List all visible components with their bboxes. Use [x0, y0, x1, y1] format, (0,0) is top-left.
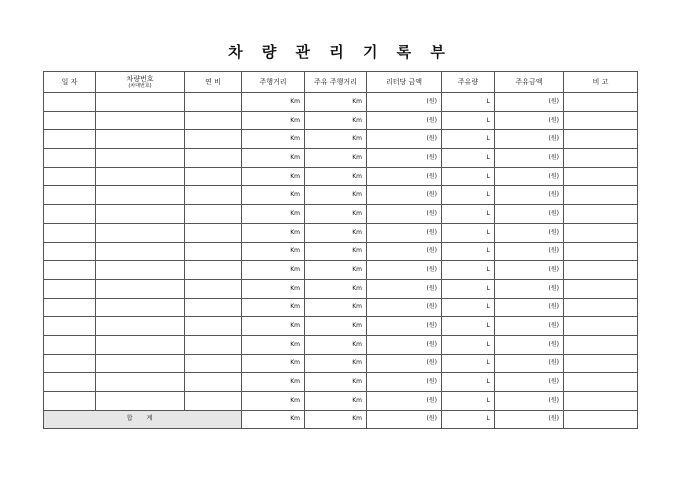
date-cell[interactable] — [44, 392, 96, 411]
vehicle-cell[interactable] — [96, 149, 185, 168]
refuel-distance-unit: Km — [305, 93, 367, 112]
fuel-amount-unit: L — [442, 392, 495, 411]
refuel-distance-unit: Km — [305, 130, 367, 149]
total-row — [44, 410, 638, 428]
header-row — [44, 72, 638, 93]
table-row — [44, 149, 638, 168]
price-per-liter-unit: (원) — [367, 354, 442, 373]
notes-cell[interactable] — [564, 317, 638, 336]
distance-unit: Km — [242, 317, 305, 336]
price-per-liter-unit: (원) — [367, 242, 442, 261]
fuel-amount-unit: L — [442, 373, 495, 392]
fuel-amount-unit: L — [442, 111, 495, 130]
notes-cell[interactable] — [564, 111, 638, 130]
fuel-cost-unit: (원) — [495, 130, 564, 149]
fuel-amount-unit: L — [442, 186, 495, 205]
fuel-efficiency-cell[interactable] — [185, 93, 242, 112]
distance-unit: Km — [242, 167, 305, 186]
fuel-efficiency-cell[interactable] — [185, 111, 242, 130]
notes-cell[interactable] — [564, 167, 638, 186]
notes-cell[interactable] — [564, 242, 638, 261]
vehicle-cell[interactable] — [96, 373, 185, 392]
fuel-efficiency-cell[interactable] — [185, 130, 242, 149]
table-row — [44, 111, 638, 130]
fuel-cost-unit: (원) — [495, 242, 564, 261]
fuel-efficiency-cell[interactable] — [185, 335, 242, 354]
fuel-efficiency-cell[interactable] — [185, 261, 242, 280]
date-cell[interactable] — [44, 354, 96, 373]
date-cell[interactable] — [44, 93, 96, 112]
fuel-cost-unit: (원) — [495, 93, 564, 112]
fuel-efficiency-cell[interactable] — [185, 149, 242, 168]
header-vehicle-label: 차량번호 — [126, 75, 154, 83]
fuel-amount-unit: L — [442, 298, 495, 317]
refuel-distance-unit: Km — [305, 373, 367, 392]
refuel-distance-unit: Km — [305, 242, 367, 261]
refuel-distance-unit: Km — [305, 317, 367, 336]
distance-unit: Km — [242, 354, 305, 373]
fuel-efficiency-cell[interactable] — [185, 298, 242, 317]
fuel-cost-unit: (원) — [495, 261, 564, 280]
notes-cell[interactable] — [564, 279, 638, 298]
distance-unit: Km — [242, 186, 305, 205]
fuel-efficiency-cell[interactable] — [185, 223, 242, 242]
vehicle-cell[interactable] — [96, 93, 185, 112]
refuel-distance-unit: Km — [305, 205, 367, 224]
table-row — [44, 261, 638, 280]
vehicle-cell[interactable] — [96, 186, 185, 205]
notes-cell[interactable] — [564, 373, 638, 392]
date-cell[interactable] — [44, 335, 96, 354]
notes-cell[interactable] — [564, 223, 638, 242]
date-cell[interactable] — [44, 111, 96, 130]
vehicle-cell[interactable] — [96, 335, 185, 354]
distance-unit: Km — [242, 205, 305, 224]
table-row — [44, 317, 638, 336]
document-title: 차 량 관 리 기 록 부 — [228, 43, 452, 61]
vehicle-cell[interactable] — [96, 392, 185, 411]
price-per-liter-unit: (원) — [367, 279, 442, 298]
refuel-distance-unit: Km — [305, 149, 367, 168]
refuel-distance-unit: Km — [305, 279, 367, 298]
table-row — [44, 298, 638, 317]
date-cell[interactable] — [44, 205, 96, 224]
header-fuel-efficiency: 연 비 — [185, 72, 242, 93]
distance-unit: Km — [242, 373, 305, 392]
table-row — [44, 186, 638, 205]
total-label: 합 계 — [44, 410, 242, 428]
fuel-efficiency-cell[interactable] — [185, 186, 242, 205]
vehicle-cell[interactable] — [96, 242, 185, 261]
date-cell[interactable] — [44, 373, 96, 392]
header-notes: 비 고 — [564, 72, 638, 93]
table-row — [44, 335, 638, 354]
refuel-distance-unit: Km — [305, 354, 367, 373]
fuel-efficiency-cell[interactable] — [185, 167, 242, 186]
fuel-cost-unit: (원) — [495, 373, 564, 392]
price-per-liter-unit: (원) — [367, 130, 442, 149]
refuel-distance-unit: Km — [305, 223, 367, 242]
date-cell[interactable] — [44, 167, 96, 186]
fuel-efficiency-cell[interactable] — [185, 392, 242, 411]
distance-unit: Km — [242, 242, 305, 261]
date-cell[interactable] — [44, 261, 96, 280]
refuel-distance-unit: Km — [305, 392, 367, 411]
fuel-amount-unit: L — [442, 149, 495, 168]
refuel-distance-unit: Km — [305, 298, 367, 317]
table-row — [44, 93, 638, 112]
notes-cell[interactable] — [564, 261, 638, 280]
date-cell[interactable] — [44, 149, 96, 168]
vehicle-log-table — [43, 71, 638, 429]
price-per-liter-unit: (원) — [367, 373, 442, 392]
table-row — [44, 373, 638, 392]
fuel-cost-unit: (원) — [495, 392, 564, 411]
fuel-amount-unit: L — [442, 167, 495, 186]
fuel-amount-unit: L — [442, 223, 495, 242]
fuel-efficiency-cell[interactable] — [185, 279, 242, 298]
fuel-cost-unit: (원) — [495, 186, 564, 205]
price-per-liter-unit: (원) — [367, 186, 442, 205]
vehicle-cell[interactable] — [96, 205, 185, 224]
date-cell[interactable] — [44, 317, 96, 336]
fuel-efficiency-cell[interactable] — [185, 205, 242, 224]
header-price-per-liter: 리터당 금액 — [367, 72, 442, 93]
table-row — [44, 167, 638, 186]
date-cell[interactable] — [44, 223, 96, 242]
vehicle-cell[interactable] — [96, 167, 185, 186]
price-per-liter-unit: (원) — [367, 205, 442, 224]
notes-cell[interactable] — [564, 298, 638, 317]
distance-unit: Km — [242, 335, 305, 354]
vehicle-cell[interactable] — [96, 261, 185, 280]
fuel-cost-unit: (원) — [495, 279, 564, 298]
header-distance: 주행거리 — [242, 72, 305, 93]
refuel-distance-unit: Km — [305, 186, 367, 205]
price-per-liter-unit: (원) — [367, 335, 442, 354]
fuel-amount-unit: L — [442, 261, 495, 280]
total-refuel-distance-unit: Km — [305, 410, 367, 428]
header-date: 일 자 — [44, 72, 96, 93]
notes-cell[interactable] — [564, 130, 638, 149]
notes-cell[interactable] — [564, 392, 638, 411]
vehicle-cell[interactable] — [96, 298, 185, 317]
notes-cell[interactable] — [564, 186, 638, 205]
header-fuel-amount: 주유량 — [442, 72, 495, 93]
fuel-cost-unit: (원) — [495, 167, 564, 186]
refuel-distance-unit: Km — [305, 167, 367, 186]
distance-unit: Km — [242, 279, 305, 298]
date-cell[interactable] — [44, 298, 96, 317]
price-per-liter-unit: (원) — [367, 317, 442, 336]
fuel-amount-unit: L — [442, 335, 495, 354]
notes-cell[interactable] — [564, 205, 638, 224]
table-row — [44, 205, 638, 224]
fuel-cost-unit: (원) — [495, 298, 564, 317]
total-fuel-amount-unit: L — [442, 410, 495, 428]
table-row — [44, 242, 638, 261]
fuel-cost-unit: (원) — [495, 223, 564, 242]
notes-cell[interactable] — [564, 149, 638, 168]
header-vehicle-sublabel: (차대번호) — [128, 83, 152, 89]
notes-cell[interactable] — [564, 354, 638, 373]
fuel-cost-unit: (원) — [495, 111, 564, 130]
date-cell[interactable] — [44, 130, 96, 149]
fuel-amount-unit: L — [442, 93, 495, 112]
price-per-liter-unit: (원) — [367, 392, 442, 411]
refuel-distance-unit: Km — [305, 111, 367, 130]
header-refuel-distance: 주유 주행거리 — [305, 72, 367, 93]
header-fuel-cost: 주유금액 — [495, 72, 564, 93]
fuel-efficiency-cell[interactable] — [185, 242, 242, 261]
date-cell[interactable] — [44, 279, 96, 298]
distance-unit: Km — [242, 392, 305, 411]
notes-cell[interactable] — [564, 335, 638, 354]
fuel-efficiency-cell[interactable] — [185, 317, 242, 336]
distance-unit: Km — [242, 298, 305, 317]
fuel-cost-unit: (원) — [495, 335, 564, 354]
table-row — [44, 223, 638, 242]
total-notes-cell — [564, 410, 638, 428]
fuel-amount-unit: L — [442, 354, 495, 373]
fuel-efficiency-cell[interactable] — [185, 373, 242, 392]
table-row — [44, 130, 638, 149]
fuel-amount-unit: L — [442, 205, 495, 224]
price-per-liter-unit: (원) — [367, 261, 442, 280]
date-cell[interactable] — [44, 186, 96, 205]
distance-unit: Km — [242, 93, 305, 112]
distance-unit: Km — [242, 130, 305, 149]
date-cell[interactable] — [44, 242, 96, 261]
vehicle-cell[interactable] — [96, 223, 185, 242]
fuel-cost-unit: (원) — [495, 149, 564, 168]
vehicle-cell[interactable] — [96, 130, 185, 149]
distance-unit: Km — [242, 261, 305, 280]
refuel-distance-unit: Km — [305, 335, 367, 354]
fuel-amount-unit: L — [442, 130, 495, 149]
vehicle-cell[interactable] — [96, 354, 185, 373]
table-row — [44, 354, 638, 373]
header-vehicle — [96, 72, 185, 93]
fuel-cost-unit: (원) — [495, 317, 564, 336]
table-body — [44, 93, 638, 411]
total-price-per-liter-unit: (원) — [367, 410, 442, 428]
refuel-distance-unit: Km — [305, 261, 367, 280]
vehicle-cell[interactable] — [96, 111, 185, 130]
distance-unit: Km — [242, 149, 305, 168]
total-distance-unit: Km — [242, 410, 305, 428]
fuel-amount-unit: L — [442, 242, 495, 261]
fuel-efficiency-cell[interactable] — [185, 354, 242, 373]
fuel-cost-unit: (원) — [495, 354, 564, 373]
price-per-liter-unit: (원) — [367, 111, 442, 130]
vehicle-cell[interactable] — [96, 279, 185, 298]
fuel-cost-unit: (원) — [495, 205, 564, 224]
price-per-liter-unit: (원) — [367, 93, 442, 112]
distance-unit: Km — [242, 223, 305, 242]
price-per-liter-unit: (원) — [367, 298, 442, 317]
notes-cell[interactable] — [564, 93, 638, 112]
fuel-amount-unit: L — [442, 279, 495, 298]
distance-unit: Km — [242, 111, 305, 130]
table-row — [44, 279, 638, 298]
vehicle-cell[interactable] — [96, 317, 185, 336]
price-per-liter-unit: (원) — [367, 149, 442, 168]
price-per-liter-unit: (원) — [367, 167, 442, 186]
price-per-liter-unit: (원) — [367, 223, 442, 242]
total-fuel-cost-unit: (원) — [495, 410, 564, 428]
fuel-amount-unit: L — [442, 317, 495, 336]
table-row — [44, 392, 638, 411]
